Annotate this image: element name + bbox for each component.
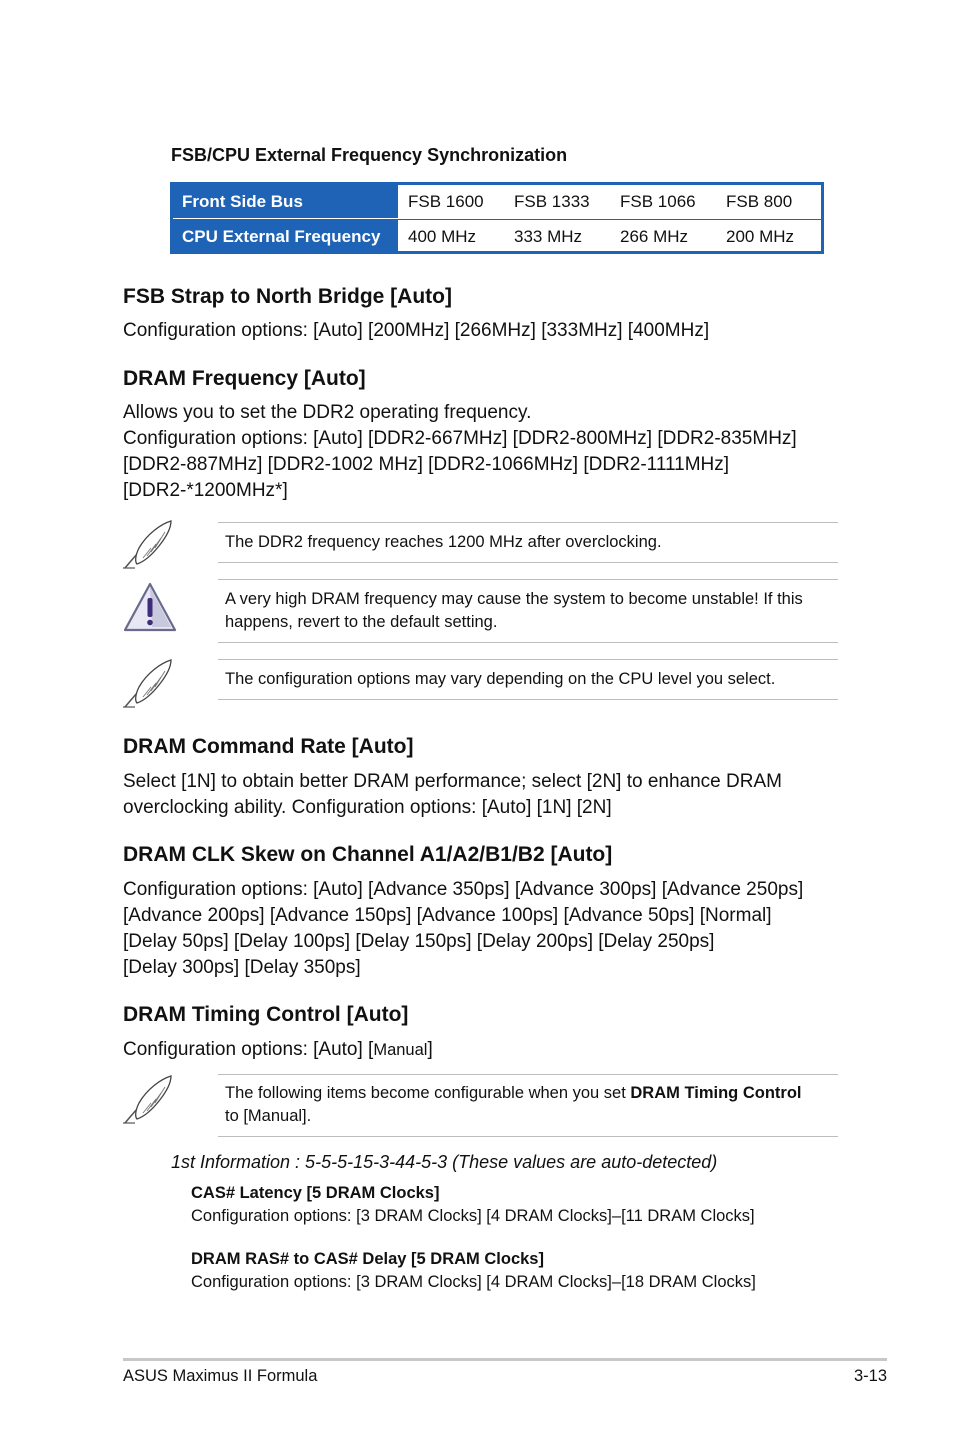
note-divider bbox=[218, 659, 838, 660]
text-line: Allows you to set the DDR2 operating frequency. bbox=[123, 402, 532, 423]
auto-detected-info: 1st Information : 5-5-5-15-3-44-5-3 (These values are auto-detected) bbox=[171, 1152, 718, 1172]
dram-clk-skew-text bbox=[123, 877, 803, 981]
dram-timing-options bbox=[123, 1037, 433, 1063]
feather-note-icon bbox=[121, 1073, 177, 1127]
note-text: The configuration options may vary depending on the CPU level you select. bbox=[225, 670, 776, 688]
text-line: Configuration options: [Auto] [Advance 350ps] [Advance 300ps] [Advance 250ps] bbox=[123, 879, 804, 900]
note-text: The DDR2 frequency reaches 1200 MHz after overclocking. bbox=[225, 533, 662, 551]
table-row bbox=[173, 219, 821, 253]
cas-latency-options: Configuration options: [3 DRAM Clocks] [4 DRAM Clocks]–[11 DRAM Clocks] bbox=[191, 1207, 755, 1225]
table-row-header: CPU External Frequency bbox=[173, 220, 398, 253]
cas-latency-heading: CAS# Latency [5 DRAM Clocks] bbox=[191, 1184, 440, 1202]
footer-divider bbox=[123, 1358, 887, 1361]
table-row bbox=[173, 185, 821, 218]
table-cell: 400 MHz bbox=[408, 227, 477, 246]
dram-frequency-heading: DRAM Frequency [Auto] bbox=[123, 367, 366, 390]
text-line: [Advance 200ps] [Advance 150ps] [Advance 100ps] [Advance 50ps] [Normal] bbox=[123, 905, 772, 926]
options-manual: Manual bbox=[373, 1041, 428, 1059]
text-line: Configuration options: [Auto] [DDR2-667MHz] [DDR2-800MHz] [DDR2-835MHz] bbox=[123, 428, 797, 449]
note-divider bbox=[218, 699, 838, 700]
ras-to-cas-heading: DRAM RAS# to CAS# Delay [5 DRAM Clocks] bbox=[191, 1250, 544, 1268]
note-text bbox=[225, 1082, 837, 1128]
ras-to-cas-options: Configuration options: [3 DRAM Clocks] [4 DRAM Clocks]–[18 DRAM Clocks] bbox=[191, 1273, 756, 1291]
fsb-strap-heading: FSB Strap to North Bridge [Auto] bbox=[123, 285, 452, 308]
table-cell: FSB 800 bbox=[726, 192, 793, 211]
dram-command-rate-heading: DRAM Command Rate [Auto] bbox=[123, 735, 414, 758]
footer-product: ASUS Maximus II Formula bbox=[123, 1367, 318, 1385]
note-divider bbox=[218, 642, 838, 643]
note-divider bbox=[218, 579, 838, 580]
options-prefix: Configuration options: [Auto] [ bbox=[123, 1039, 374, 1060]
table-cell: 266 MHz bbox=[620, 227, 689, 246]
dram-clk-skew-heading: DRAM CLK Skew on Channel A1/A2/B1/B2 [Auto] bbox=[123, 843, 613, 866]
note-divider bbox=[218, 562, 838, 563]
warning-text bbox=[225, 588, 837, 634]
note-divider bbox=[218, 522, 838, 523]
note-divider bbox=[218, 1136, 838, 1137]
text-line: [DDR2-887MHz] [DDR2-1002 MHz] [DDR2-1066MHz] [DDR2-1111MHz] bbox=[123, 454, 730, 475]
text-line: [Delay 50ps] [Delay 100ps] [Delay 150ps] [Delay 200ps] [Delay 250ps] bbox=[123, 931, 715, 952]
text-line: happens, revert to the default setting. bbox=[225, 613, 498, 631]
text-line: [Delay 300ps] [Delay 350ps] bbox=[123, 957, 361, 978]
feather-note-icon bbox=[121, 518, 177, 572]
table-cell: 333 MHz bbox=[514, 227, 583, 246]
note-prefix: The following items become configurable when you set bbox=[225, 1084, 631, 1102]
table-cell: FSB 1333 bbox=[514, 192, 590, 211]
dram-frequency-text bbox=[123, 400, 797, 504]
options-suffix: ] bbox=[427, 1039, 433, 1060]
dram-command-rate-text bbox=[123, 769, 782, 821]
text-line: to [Manual]. bbox=[225, 1107, 312, 1125]
fsb-strap-options: Configuration options: [Auto] [200MHz] [266MHz] [333MHz] [400MHz] bbox=[123, 320, 710, 341]
note-bold: DRAM Timing Control bbox=[630, 1084, 802, 1102]
fsb-frequency-table bbox=[170, 182, 824, 254]
page-number: 3-13 bbox=[853, 1367, 887, 1385]
text-line: overclocking ability. Configuration options: [Auto] [1N] [2N] bbox=[123, 797, 612, 818]
dram-timing-heading: DRAM Timing Control [Auto] bbox=[123, 1003, 409, 1026]
table-cell: FSB 1066 bbox=[620, 192, 696, 211]
text-line: [DDR2-*1200MHz*] bbox=[123, 480, 288, 501]
text-line: Select [1N] to obtain better DRAM performance; select [2N] to enhance DRAM bbox=[123, 771, 782, 792]
table-cell: 200 MHz bbox=[726, 227, 795, 246]
table-cell: FSB 1600 bbox=[408, 192, 484, 211]
fsb-sync-title: FSB/CPU External Frequency Synchronization bbox=[171, 145, 568, 165]
table-row-header: Front Side Bus bbox=[173, 185, 398, 218]
warning-icon bbox=[122, 580, 178, 634]
note-divider bbox=[218, 1074, 838, 1075]
feather-note-icon bbox=[121, 657, 177, 711]
text-line: A very high DRAM frequency may cause the system to become unstable! If this bbox=[225, 590, 803, 608]
